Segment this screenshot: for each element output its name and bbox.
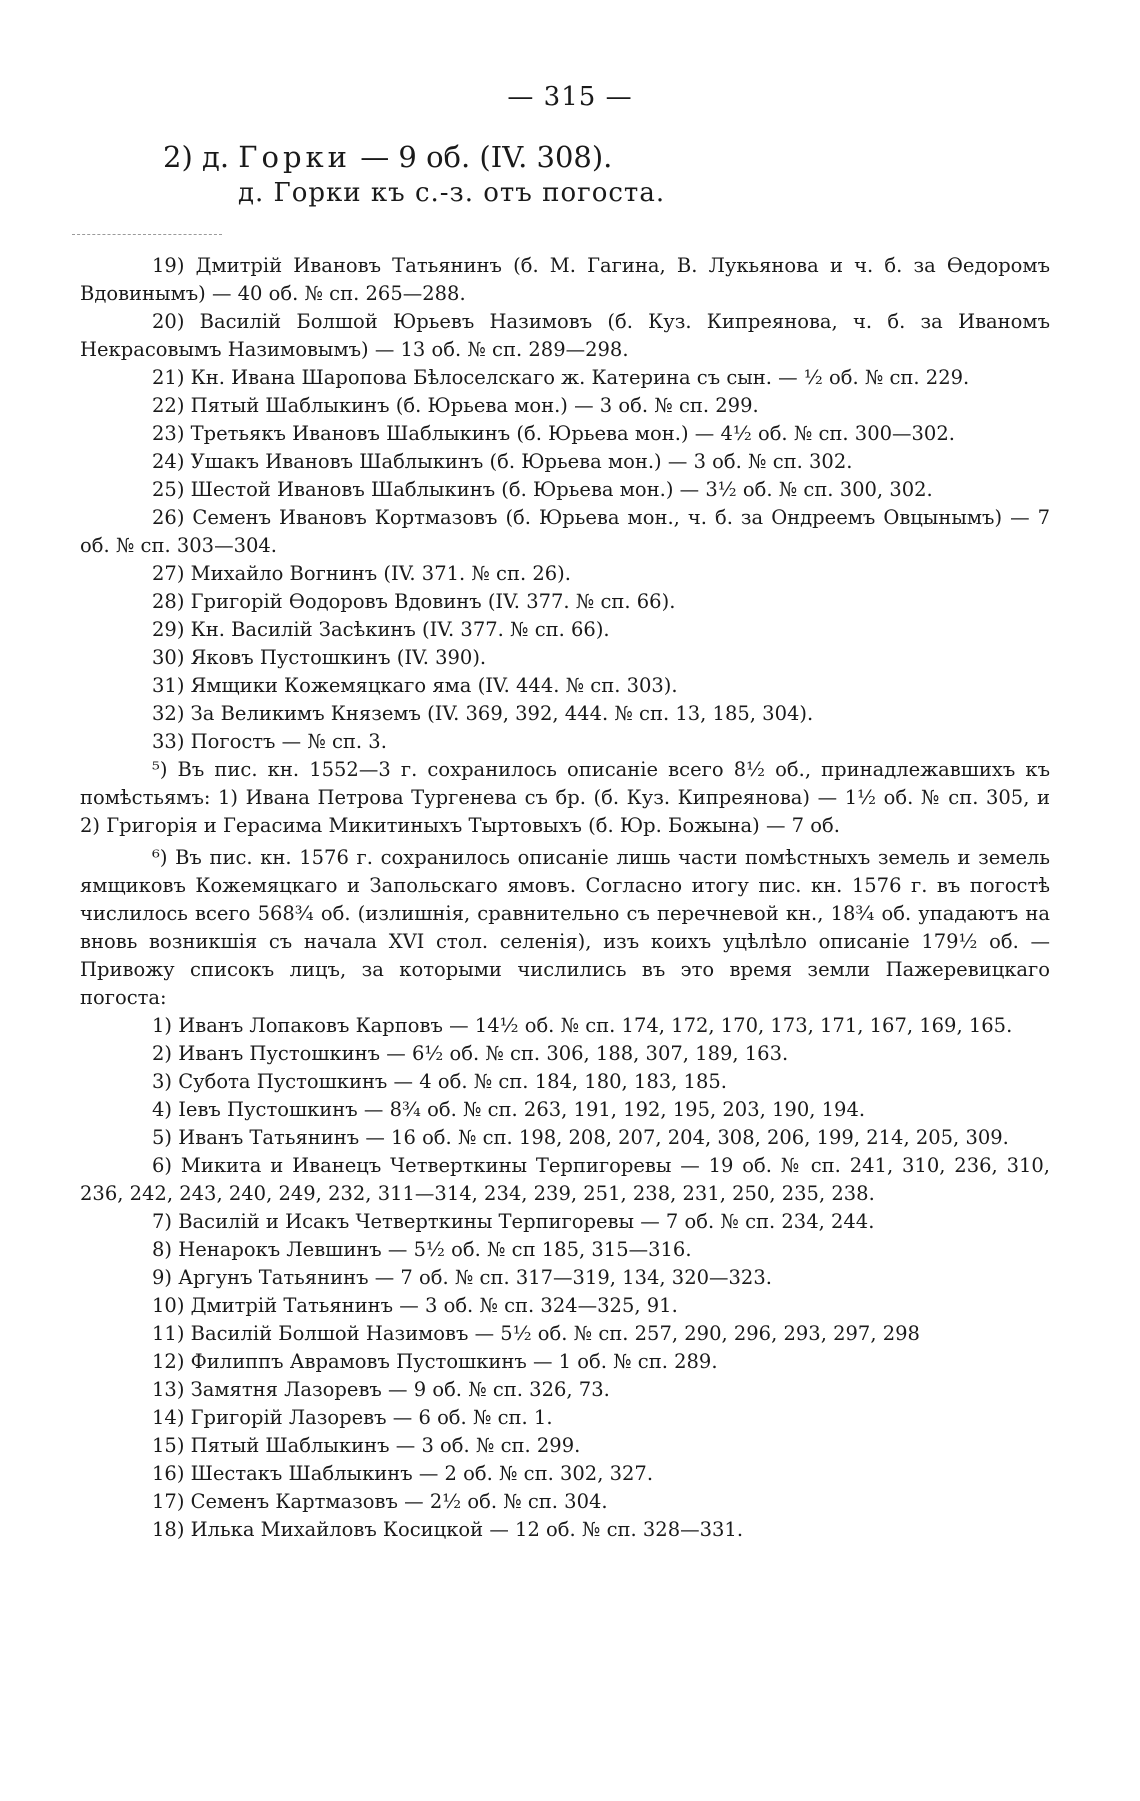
list-item-14: 14) Григорій Лазоревъ — 6 об. № сп. 1.	[152, 1406, 553, 1429]
list-item-10: 10) Дмитрій Татьянинъ — 3 об. № сп. 324—325, 91.	[152, 1294, 678, 1317]
list-item-7: 7) Василій и Исакъ Четверткины Терпигоревы — 7 об. № сп. 234, 244.	[152, 1210, 875, 1233]
entry-28: 28) Григорій Ѳодоровъ Вдовинъ (IV. 377. № сп. 66).	[152, 590, 676, 613]
separator-rule	[72, 234, 222, 235]
entry-33: 33) Погостъ — № сп. 3.	[152, 730, 387, 753]
page-body	[80, 252, 1050, 1544]
entry-32: 32) За Великимъ Княземъ (IV. 369, 392, 444. № сп. 13, 185, 304).	[152, 702, 814, 725]
entry-30: 30) Яковъ Пустошкинъ (IV. 390).	[152, 646, 487, 669]
entry-19: 19) Дмитрій Ивановъ Татьянинъ (б. М. Гагина, В. Лукьянова и ч. б. за Ѳедоромъ Вдовинымъ) — 40 об. № сп. 265—288.	[80, 254, 1050, 305]
list-item-6: 6) Микита и Иванецъ Четверткины Терпигоревы — 19 об. № сп. 241, 310, 236, 310, 236, 242, 243, 240, 249, 232, 311—314, 234, 239, 251, 238, 231, 250, 235, 238.	[80, 1154, 1050, 1205]
entry-21: 21) Кн. Ивана Шаропова Бѣлоселскаго ж. Катерина съ сын. — ½ об. № сп. 229.	[152, 366, 970, 389]
list-item-8: 8) Ненарокъ Левшинъ — 5½ об. № сп 185, 315—316.	[152, 1238, 692, 1261]
section-heading	[163, 140, 612, 174]
section-subtitle: д. Горки къ с.-з. отъ погоста.	[238, 178, 666, 208]
heading-village: Горки	[238, 140, 351, 174]
entry-22: 22) Пятый Шаблыкинъ (б. Юрьева мон.) — 3 об. № сп. 299.	[152, 394, 759, 417]
entry-27: 27) Михайло Вогнинъ (IV. 371. № сп. 26).	[152, 562, 571, 585]
list-item-1: 1) Иванъ Лопаковъ Карповъ — 14½ об. № сп. 174, 172, 170, 173, 171, 167, 169, 165.	[152, 1014, 1013, 1037]
heading-number: 2) д.	[163, 140, 230, 174]
list-item-4: 4) Іевъ Пустошкинъ — 8¾ об. № сп. 263, 191, 192, 195, 203, 190, 194.	[152, 1098, 866, 1121]
list-item-5: 5) Иванъ Татьянинъ — 16 об. № сп. 198, 208, 207, 204, 308, 206, 199, 214, 205, 309.	[152, 1126, 1009, 1149]
list-item-11: 11) Василій Болшой Назимовъ — 5½ об. № сп. 257, 290, 296, 293, 297, 298	[152, 1322, 920, 1345]
footnote-6: ⁶) Въ пис. кн. 1576 г. сохранилось описаніе лишь части помѣстныхъ земель и земель ямщиковъ Кожемяцкаго и Запольскаго ямовъ. Согласно итогу пис. кн. 1576 г. въ погостѣ числилось всего 568¾ об. (излишнія, сравнительно съ перечневой кн., 18¾ об. упадаютъ на вновь возникшія съ начала XVI стол. селенія), изъ коихъ уцѣлѣло описаніе 179½ об. — Привожу списокъ лицъ, за которыми числились въ это время земли Пажеревицкаго погоста:	[80, 846, 1050, 1009]
list-item-13: 13) Замятня Лазоревъ — 9 об. № сп. 326, 73.	[152, 1378, 610, 1401]
list-item-3: 3) Субота Пустошкинъ — 4 об. № сп. 184, 180, 183, 185.	[152, 1070, 727, 1093]
entry-26: 26) Семенъ Ивановъ Кортмазовъ (б. Юрьева мон., ч. б. за Ондреемъ Овцынымъ) — 7 об. № сп. 303—304.	[80, 506, 1050, 557]
entry-24: 24) Ушакъ Ивановъ Шаблыкинъ (б. Юрьева мон.) — 3 об. № сп. 302.	[152, 450, 853, 473]
entry-23: 23) Третьякъ Ивановъ Шаблыкинъ (б. Юрьева мон.) — 4½ об. № сп. 300—302.	[152, 422, 955, 445]
list-item-18: 18) Илька Михайловъ Косицкой — 12 об. № сп. 328—331.	[152, 1518, 744, 1541]
heading-rest: — 9 об. (IV. 308).	[360, 140, 613, 174]
list-item-9: 9) Аргунъ Татьянинъ — 7 об. № сп. 317—319, 134, 320—323.	[152, 1266, 772, 1289]
entry-25: 25) Шестой Ивановъ Шаблыкинъ (б. Юрьева мон.) — 3½ об. № сп. 300, 302.	[152, 478, 933, 501]
entry-20: 20) Василій Болшой Юрьевъ Назимовъ (б. Куз. Кипреянова, ч. б. за Иваномъ Некрасовымъ Назимовымъ) — 13 об. № сп. 289—298.	[80, 310, 1050, 361]
list-item-12: 12) Филиппъ Аврамовъ Пустошкинъ — 1 об. № сп. 289.	[152, 1350, 718, 1373]
entry-31: 31) Ямщики Кожемяцкаго яма (IV. 444. № сп. 303).	[152, 674, 678, 697]
entry-29: 29) Кн. Василій Засѣкинъ (IV. 377. № сп. 66).	[152, 618, 610, 641]
page-number: — 315 —	[507, 82, 633, 112]
list-item-17: 17) Семенъ Картмазовъ — 2½ об. № сп. 304.	[152, 1490, 608, 1513]
footnote-5: ⁵) Въ пис. кн. 1552—3 г. сохранилось описаніе всего 8½ об., принадлежавшихъ къ помѣстьямъ: 1) Ивана Петрова Тургенева съ бр. (б. Куз. Кипреянова) — 1½ об. № сп. 305, и 2) Григорія и Герасима Микитиныхъ Тыртовыхъ (б. Юр. Божына) — 7 об.	[80, 758, 1050, 837]
list-item-2: 2) Иванъ Пустошкинъ — 6½ об. № сп. 306, 188, 307, 189, 163.	[152, 1042, 789, 1065]
list-item-16: 16) Шестакъ Шаблыкинъ — 2 об. № сп. 302, 327.	[152, 1462, 654, 1485]
list-item-15: 15) Пятый Шаблыкинъ — 3 об. № сп. 299.	[152, 1434, 581, 1457]
